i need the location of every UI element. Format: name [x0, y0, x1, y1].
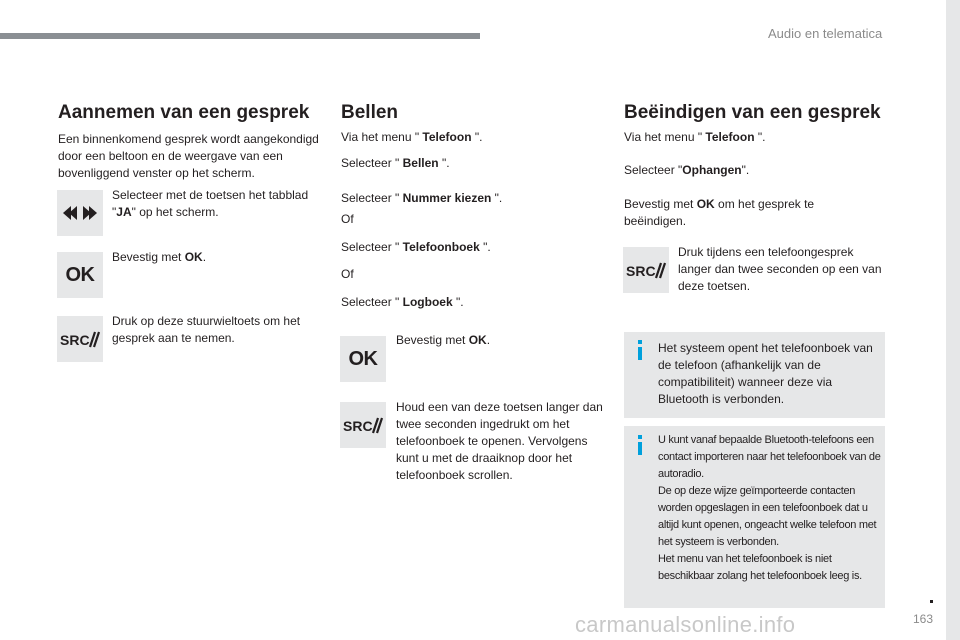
answer-step-confirm: Bevestig met OK. [112, 250, 207, 264]
info-text-import: U kunt vanaf bepaalde Bluetooth-telefoons een contact importeren naar het telefoonboek van de autoradio. De op deze wijze geïmporteerde contacten worden opgeslagen in een telefoonboek dat u altijd kunt openen, ongeacht welke telefoon met het systeem is verbonden. Het menu van het telefoonboek is niet beschikbaar zolang het telefoonboek leeg is. [658, 434, 881, 582]
call-confirm-ok: Bevestig met OK. [396, 333, 491, 347]
info-box-import [624, 426, 885, 608]
svg-text:SRC: SRC [343, 418, 373, 434]
page-edge-tab [946, 0, 960, 640]
info-icon [638, 340, 642, 344]
section-header: Audio en telematica [768, 26, 883, 41]
src-steering-key-icon [57, 316, 103, 362]
svg-text:SRC: SRC [626, 263, 656, 279]
answer-step-steering: Druk op deze stuurwieltoets om het gesprek aan te nemen. [112, 314, 301, 345]
src-steering-key-icon [623, 247, 669, 293]
end-select-hangup: Selecteer "Ophangen". [624, 163, 750, 177]
ok-button-icon: OK [57, 252, 103, 298]
call-or-2: Of [341, 267, 354, 281]
call-menu-line: Via het menu " Telefoon ". [341, 130, 483, 144]
info-box-phonebook [624, 332, 885, 418]
answer-intro: Een binnenkomend gesprek wordt aangekondigd door een beltoon en de weergave van een bovenliggend venster op het scherm. [58, 132, 319, 180]
info-text-phonebook: Het systeem opent het telefoonboek van de telefoon (afhankelijk van de compatibiliteit) wanneer deze via Bluetooth is verbonden. [658, 341, 873, 406]
answer-step-select: Selecteer met de toetsen het tabblad "JA" op het scherm. [112, 188, 309, 219]
call-select-phonebook: Selecteer " Telefoonboek ". [341, 240, 491, 254]
arrow-keys-icon [57, 190, 103, 236]
call-or-1: Of [341, 212, 354, 226]
call-hold-phonebook: Houd een van deze toetsen langer dan twee seconden ingedrukt om het telefoonboek te openen. Vervolgens kunt u met de draaiknop door het telefoonboek scrollen. [396, 400, 603, 482]
end-menu-line: Via het menu " Telefoon ". [624, 130, 766, 144]
title-call: Bellen [341, 102, 399, 123]
title-end-call: Beëindigen van een gesprek [624, 102, 881, 123]
page-number: 163 [913, 612, 934, 626]
info-icon [638, 435, 642, 439]
header-rule [0, 33, 480, 39]
call-select-log: Selecteer " Logboek ". [341, 295, 464, 309]
svg-text:SRC: SRC [60, 332, 90, 348]
ok-button-icon: OK [340, 336, 386, 382]
page-marker-dot [930, 600, 933, 603]
title-answer-call: Aannemen van een gesprek [58, 102, 310, 123]
src-steering-key-icon [340, 402, 386, 448]
call-select-number: Selecteer " Nummer kiezen ". [341, 191, 503, 205]
end-press-keys: Druk tijdens een telefoongesprek langer dan twee seconden op een van deze toetsen. [678, 245, 882, 293]
watermark: carmanualsonline.info [575, 612, 796, 637]
end-confirm-ok: Bevestig met OK om het gesprek te beëindigen. [624, 197, 815, 228]
call-select-bellen: Selecteer " Bellen ". [341, 156, 450, 170]
